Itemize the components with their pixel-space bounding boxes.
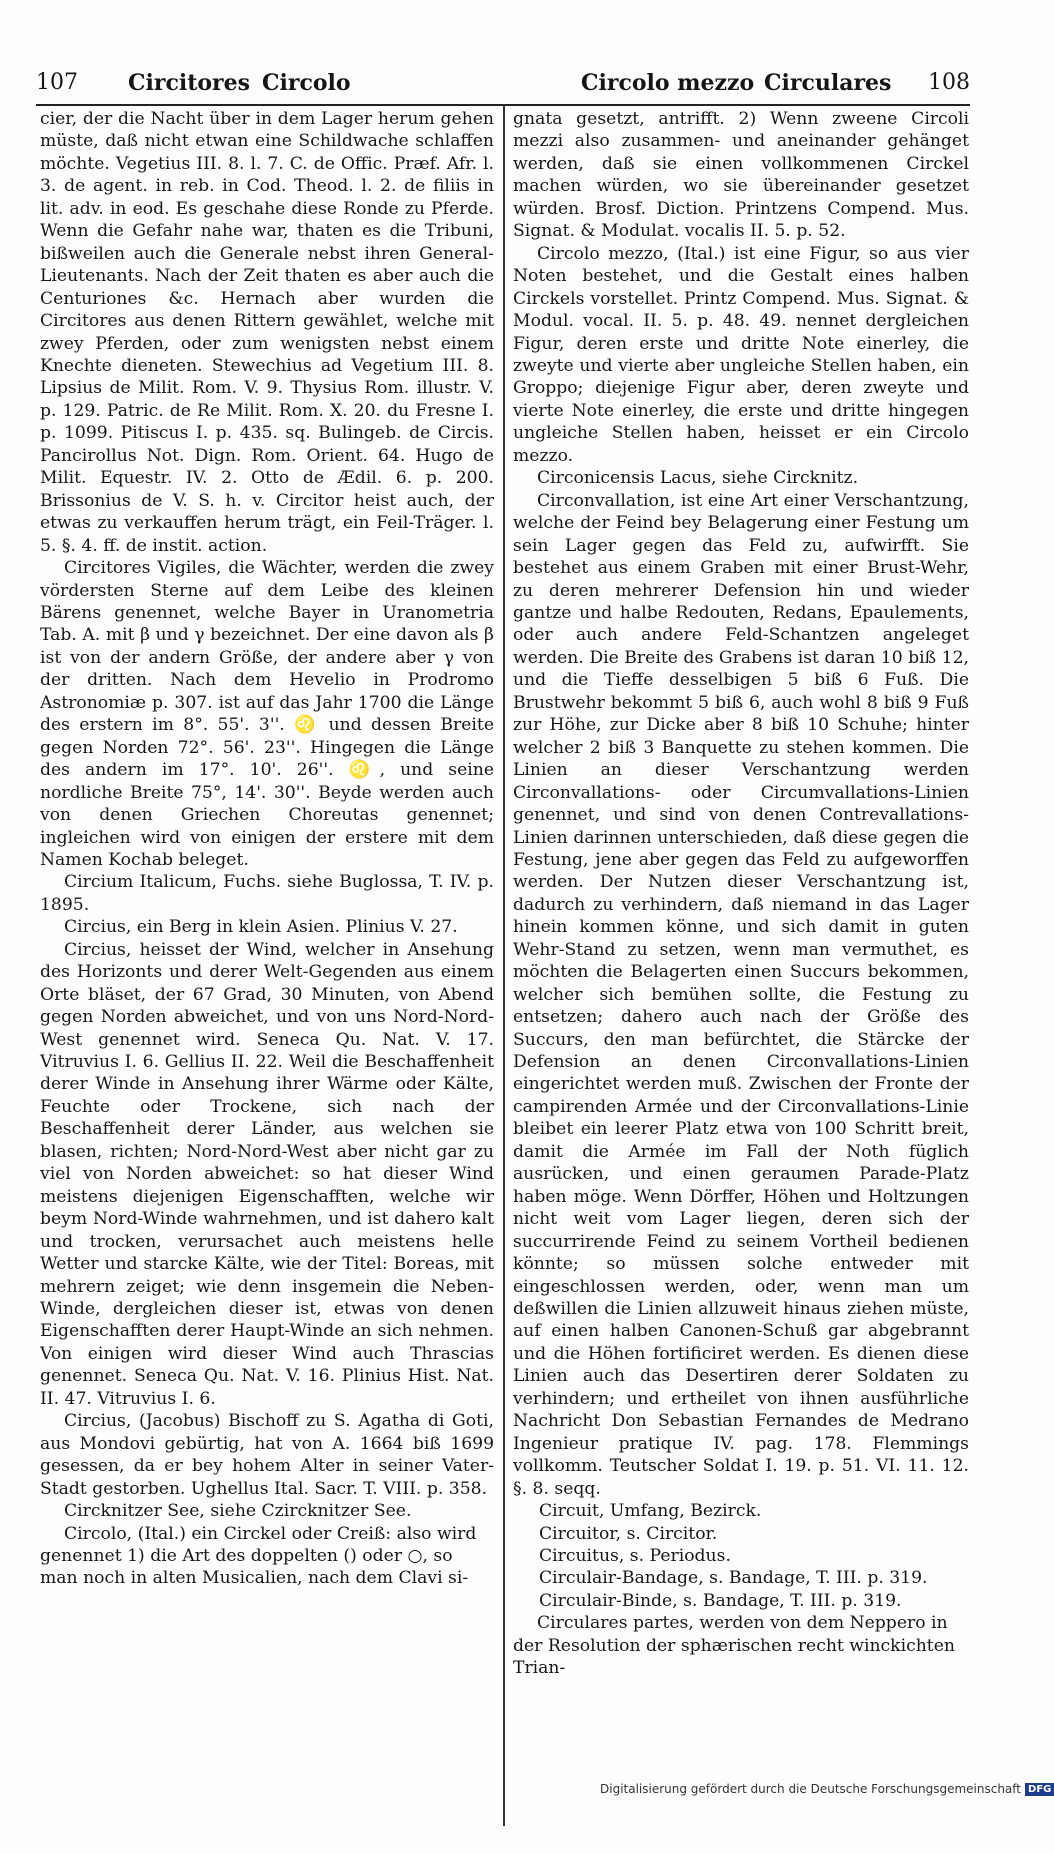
entry-circius-wind: Circius, heisset der Wind, welcher in Ansehung des Horizonts und derer Welt-Gegenden aus einem Orte bläset, der 67 Grad, 30 Minuten, von Abend gegen Norden abweichet, und von uns Nord-Nord-West genennet wird. Seneca Qu. Nat. V. 17. Vitruvius I. 6. Gellius II. 22. Weil die Beschaffenheit derer Winde in Ansehung ihrer Wärme oder Kälte, Feuchte oder Trockene, sich nach der Beschaffenheit derer Länder, aus welchen sie blasen, richten; Nord-Nord-West aber nicht gar zu viel von Norden abweichet: so hat dieser Wind meistens diejenigen Eigenschafften, welche wir beym Nord-Winde wahrnehmen, und ist dahero kalt und trocken, verursachet auch meistens helle Wetter und starcke Kälte, wie der Titel: Boreas, mit mehrern zeiget; wie denn insgemein die Neben-Winde, dergleichen dieser ist, etwas von denen Eigenschafften derer Haupt-Winde an sich nehmen. Von einigen wird dieser Wind auch Thrascias genennet. Seneca Qu. Nat. V. 16. Plinius Hist. Nat. II. 47. Vitruvius I. 6. [40, 939, 494, 1409]
entry-circium-italicum: Circium Italicum, Fuchs. siehe Buglossa, T. IV. p. 1895. [40, 872, 494, 915]
entry-circolo-mezzo: Circolo mezzo, (Ital.) ist eine Figur, so aus vier Noten bestehet, und die Gestalt eines halben Circkels vorstellet. Printz Compend. Mus. Signat. & Modul. vocal. II. 5. p. 48. 49. nennet dergleichen Figur, deren erste und dritte Note einerley, die zweyte und vierte aber ungleiche Stellen haben, ein Groppo; diejenige Figur aber, deren zweyte und vierte Note einerley, die erste und dritte hingegen ungleiche Stellen haben, heisset er ein Circolo mezzo. [513, 243, 969, 466]
digitization-footer [600, 1782, 1052, 1802]
column-divider [503, 104, 505, 1826]
page-number-right: 108 [928, 70, 970, 95]
entry-circius-jacobus: Circius, (Jacobus) Bischoff zu S. Agatha di Goti, aus Mondovi gebürtig, hat von A. 1664 biß 1699 gesessen, da er bey hohem Alter in seiner Vater-Stadt gestorben. Ughellus Ital. Sacr. T. VIII. p. 358. [40, 1411, 494, 1499]
left-column [40, 108, 494, 1838]
dfg-logo: DFG [1025, 1783, 1054, 1796]
entry-circitores-vigiles: Circitores Vigiles, die Wächter, werden die zwey vördersten Sterne auf dem Leibe des kleinen Bärens genennet, welche Bayer in Uranometria Tab. A. mit β und γ bezeichnet. Der eine davon als β ist von der andern Größe, der andere aber γ von der dritten. Nach dem Hevelio in Prodromo Astronomiæ p. 307. ist auf das Jahr 1700 die Länge des erstern im 8°. 55'. 3''. ♌ und dessen Breite gegen Norden 72°. 56'. 23''. Hingegen die Länge des andern im 17°. 10'. 26''. ♌, und seine nordliche Breite 75°, 14'. 30''. Beyde werden auch von denen Griechen Choreutas genennet; ingleichen wird von einigen der erstere mit dem Namen Kochab beleget. [40, 558, 494, 870]
entry-circitores-continued: cier, der die Nacht über in dem Lager herum gehen müste, daß nicht etwan eine Schildwache schlaffen möchte. Vegetius III. 8. l. 7. C. de Offic. Præf. Afr. l. 3. de agent. in reb. in Cod. Theod. l. 2. de filiis in lit. adv. in eod. Es geschahe diese Ronde zu Pferde. Wenn die Gefahr nahe war, thaten es die Tribuni, bißweilen auch die Generale nebst ihren General-Lieutenants. Nach der Zeit thaten es aber auch die Centuriones &c. Hernach aber wurden die Circitores aus denen Rittern gewählet, welche mit zwey Pferden, oder zum wenigsten nebst einem Knechte dieneten. Stewechius ad Vegetium III. 8. Lipsius de Milit. Rom. V. 9. Thysius Rom. illustr. V. p. 129. Patric. de Re Milit. Rom. X. 20. du Fresne I. p. 1099. Pitiscus I. p. 435. sq. Bulingeb. de Circis. Pancirollus Not. Dign. Rom. Orient. 64. Hugo de Milit. Equestr. IV. 2. Otto de Ædil. 6. p. 200. Brissonius de V. S. h. v. Circitor heist auch, der etwas zu verkauffen herum trägt, ein Feil-Träger. l. 5. §. 4. ff. de instit. action. [40, 109, 494, 556]
entry-circulair-bandage: Circulair-Bandage, s. Bandage, T. III. p. 319. [539, 1568, 928, 1589]
entry-circulair-binde: Circulair-Binde, s. Bandage, T. III. p. 319. [539, 1590, 902, 1611]
page-number-left: 107 [36, 70, 78, 95]
entry-circulares-partes: Circulares partes, werden von dem Neppero in der Resolution der sphærischen recht winckichten Trian- [513, 1613, 955, 1679]
header-keyword-right-1: Circolo mezzo [581, 70, 755, 96]
entry-circius-berg: Circius, ein Berg in klein Asien. Plinius V. 27. [64, 917, 458, 938]
entry-circolo: Circolo, (Ital.) ein Circkel oder Creiß: also wird genennet 1) die Art des doppelten () oder ○, so man noch in alten Musicalien, nach dem Clavi si- [40, 1523, 477, 1589]
header-keyword-left-2: Circolo [262, 70, 351, 96]
entry-circolo-continued: gnata gesetzt, antrifft. 2) Wenn zweene Circoli mezzi also zusammen- und aneinander gehänget werden, daß sie einen vollkommenen Circkel machen würden, wo sie übereinander gesetzet würden. Brosf. Diction. Printzens Compend. Mus. Signat. & Modulat. vocalis II. 5. p. 52. [513, 109, 969, 242]
entry-circuit: Circuit, Umfang, Bezirck. [539, 1501, 762, 1522]
footer-text: Digitalisierung gefördert durch die Deutsche Forschungsgemeinschaft [600, 1782, 1022, 1796]
header-keyword-right-2: Circulares [764, 70, 892, 96]
entry-circonicensis-lacus: Circonicensis Lacus, siehe Circknitz. [537, 468, 859, 489]
entry-circonvallation: Circonvallation, ist eine Art einer Verschantzung, welche der Feind bey Belagerung einer Festung um sein Lager gegen das Feld zu, aufwirfft. Sie bestehet aus einem Graben mit einer Brust-Wehr, zu deren mehrerer Defension hin und wieder gantze und halbe Redouten, Redans, Epaulements, oder auch andere Feld-Schantzen angeleget werden. Die Breite des Grabens ist daran 10 biß 12, und die Tieffe desselbigen 5 biß 6 Fuß. Die Brustwehr bekommt 5 biß 6, auch wohl 8 biß 9 Fuß zur Höhe, zur Dicke aber 8 biß 10 Schuhe; hinter welcher 2 biß 3 Banquette zu stehen kommen. Die Linien an dieser Verschantzung werden Circonvallations- oder Circumvallations-Linien genennet, und sind von denen Contrevallations-Linien darinnen unterschieden, daß diese gegen die Festung, jene aber gegen das Feld zu aufgeworffen werden. Der Nutzen dieser Verschantzung ist, dadurch zu verhindern, daß niemand in das Lager hinein kommen könne, und sich damit in guten Wehr-Stand zu setzen, wenn man vermuthet, es möchten die Belagerten einen Succurs bekommen, welcher sich bemühen sollte, die Festung zu entsetzen; dahero auch nach der Größe des Succurs, den man befürchtet, die Stärcke der Defension an denen Circonvallations-Linien eingerichtet werden muß. Zwischen der Fronte der campirenden Armée und der Circonvallations-Linie bleibet ein leerer Platz etwa von 100 Schritt breit, damit die Armée im Fall der Noth füglich ausrücken, und einen geraumen Parade-Platz haben möge. Wenn Dörffer, Höhen und Holtzungen nicht weit vom Lager liegen, deren sich der succurrirende Feind zu seinem Vortheil bedienen könnte; so müssen solche entweder mit eingeschlossen werden, oder, wenn man um deßwillen die Linien allzuweit hinaus ziehen müste, auf einen halben Canonen-Schuß gar abgebrannt und die Höhen fortificiret werden. Es dienen diese Linien auch das Desertiren derer Soldaten zu verhindern; und ertheilet von ihnen ausführliche Nachricht Don Sebastian Fernandes de Medrano Ingenieur pratique IV. pag. 178. Flemmings vollkomm. Teutscher Soldat I. 19. p. 51. VI. 11. 12. §. 8. seqq. [513, 490, 969, 1499]
entry-circuitus: Circuitus, s. Periodus. [539, 1546, 731, 1566]
header-keyword-left-1: Circitores [128, 70, 251, 96]
running-header [36, 66, 970, 106]
entry-circknitzer-see: Circknitzer See, siehe Czircknitzer See. [64, 1501, 412, 1522]
right-column [513, 108, 969, 1853]
entry-circuitor: Circuitor, s. Circitor. [539, 1523, 718, 1544]
